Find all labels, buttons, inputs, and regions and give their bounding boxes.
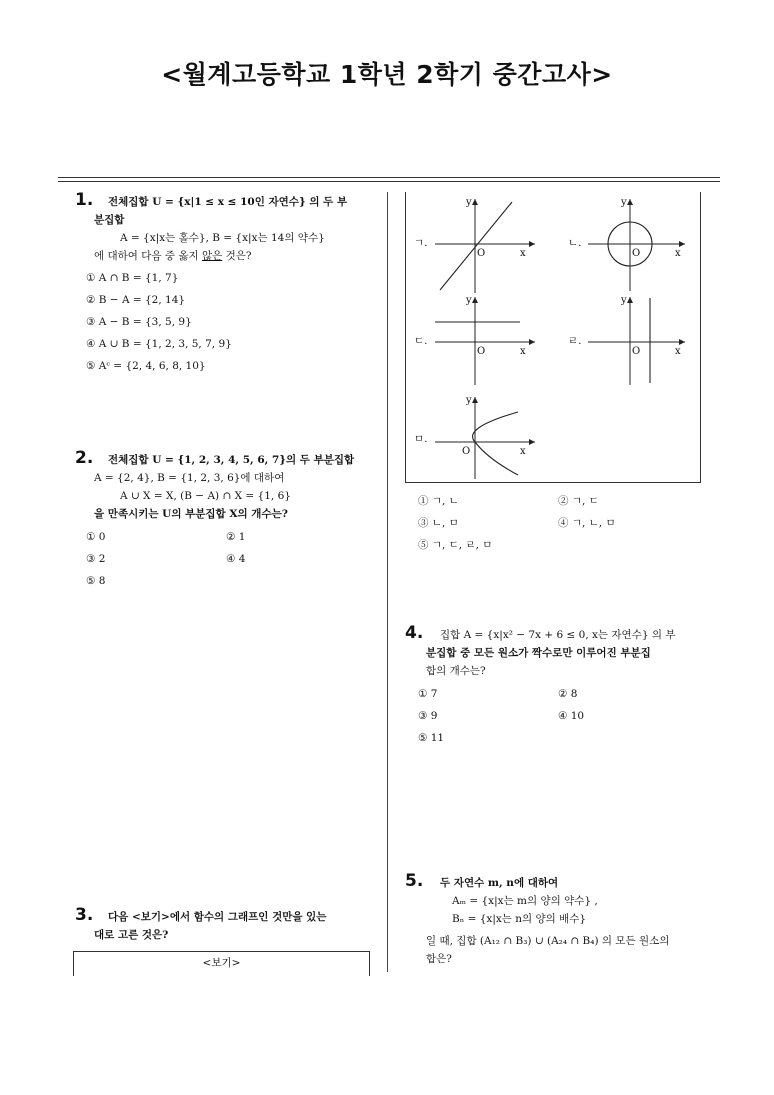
option-5[interactable]: ⑤ 11	[418, 732, 445, 744]
origin-label: O	[632, 346, 641, 357]
option-2[interactable]: ② 8	[558, 688, 578, 700]
x-axis-label: x	[520, 446, 526, 457]
graph-d	[585, 293, 690, 388]
graph-e	[430, 393, 540, 481]
question-text: 두 자연수 m, n에 대하여	[440, 877, 559, 889]
origin-label: O	[632, 248, 641, 259]
question-text: Aₘ = {x|x는 m의 양의 약수} ,	[452, 895, 598, 907]
option-2[interactable]: ② 1	[226, 531, 246, 543]
question-text: 전체집합 U = {1, 2, 3, 4, 5, 6, 7}의 두 부분집합	[108, 454, 355, 466]
question-text: 전체집합 U = {x|1 ≤ x ≤ 10인 자연수} 의 두 부	[108, 196, 348, 208]
header-rule-bottom	[58, 181, 720, 182]
option-3[interactable]: ③ A − B = {3, 5, 9}	[86, 316, 192, 328]
question-text: 일 때, 집합 (A₁₂ ∩ B₃) ∪ (A₂₄ ∩ B₄) 의 모든 원소의	[426, 935, 670, 947]
q3-option-1[interactable]: ① ㄱ, ㄴ	[418, 495, 459, 507]
graph-c	[430, 293, 540, 388]
example-box-top	[73, 951, 370, 976]
option-3[interactable]: ③ 2	[86, 553, 106, 565]
question-number: 4.	[405, 623, 424, 643]
question-number: 3.	[75, 905, 94, 925]
graph-a	[430, 195, 540, 295]
question-text: 다음 <보기>에서 함수의 그래프인 것만을 있는	[108, 911, 327, 923]
question-text: 분집합	[94, 214, 125, 226]
question-text: A = {2, 4}, B = {1, 2, 3, 6}에 대하여	[94, 472, 285, 484]
question-text: 집합 A = {x|x² − 7x + 6 ≤ 0, x는 자연수} 의 부	[440, 629, 676, 641]
graph-b	[585, 195, 690, 295]
question-number: 1.	[75, 190, 94, 210]
question-text: A ∪ X = X, (B − A) ∩ X = {1, 6}	[120, 490, 291, 502]
q3-option-3[interactable]: ③ ㄴ, ㅁ	[418, 517, 459, 529]
q3-option-4[interactable]: ④ ㄱ, ㄴ, ㅁ	[558, 517, 616, 529]
question-text: 을 만족시키는 U의 부분집합 X의 개수는?	[94, 508, 288, 520]
origin-label: O	[462, 446, 471, 457]
option-5[interactable]: ⑤ 8	[86, 575, 106, 587]
q3-option-2[interactable]: ② ㄱ, ㄷ	[558, 495, 599, 507]
option-1[interactable]: ① A ∩ B = {1, 7}	[86, 272, 179, 284]
question-text-part: 에 대하여 다음 중 옳지	[94, 250, 202, 262]
question-number: 2.	[75, 448, 94, 468]
x-axis-label: x	[520, 248, 526, 259]
question-text: A = {x|x는 홀수}, B = {x|x는 14의 약수}	[120, 232, 325, 244]
header-rule-top	[58, 177, 720, 178]
graph-label-e: ㅁ.	[414, 433, 428, 445]
y-axis-label: y	[621, 197, 627, 208]
question-text: 분집합 중 모든 원소가 짝수로만 이루어진 부분집	[426, 647, 651, 659]
option-1[interactable]: ① 0	[86, 531, 106, 543]
origin-label: O	[477, 248, 486, 259]
origin-label: O	[477, 346, 486, 357]
question-text: Bₙ = {x|x는 n의 양의 배수}	[452, 913, 587, 925]
graph-label-a: ㄱ.	[414, 237, 428, 249]
question-text	[94, 249, 252, 263]
graph-label-c: ㄷ.	[414, 335, 428, 347]
graph-label-b: ㄴ.	[568, 237, 582, 249]
x-axis-label: x	[675, 346, 681, 357]
option-3[interactable]: ③ 9	[418, 710, 438, 722]
option-4[interactable]: ④ A ∪ B = {1, 2, 3, 5, 7, 9}	[86, 338, 232, 350]
question-text: 대로 고른 것은?	[94, 929, 169, 941]
y-axis-label: y	[466, 295, 472, 306]
option-4[interactable]: ④ 10	[558, 710, 585, 722]
page-title: <월계고등학교 1학년 2학기 중간고사>	[161, 60, 613, 89]
option-4[interactable]: ④ 4	[226, 553, 246, 565]
example-box-label: <보기>	[202, 957, 241, 969]
graph-label-d: ㄹ.	[568, 335, 582, 347]
y-axis-label: y	[621, 295, 627, 306]
x-axis-label: x	[520, 346, 526, 357]
y-axis-label: y	[466, 395, 472, 406]
question-number: 5.	[405, 871, 424, 891]
question-text-part: 것은?	[222, 250, 252, 262]
option-2[interactable]: ② B − A = {2, 14}	[86, 294, 186, 306]
option-5[interactable]: ⑤ Aᶜ = {2, 4, 6, 8, 10}	[86, 360, 206, 372]
x-axis-label: x	[675, 248, 681, 259]
emphasis-underline: 않은	[201, 250, 223, 262]
option-1[interactable]: ① 7	[418, 688, 438, 700]
question-text: 합의 개수는?	[426, 665, 486, 677]
q3-option-5[interactable]: ⑤ ㄱ, ㄷ, ㄹ, ㅁ	[418, 539, 493, 551]
column-divider	[387, 192, 388, 972]
question-text: 합은?	[426, 953, 452, 965]
y-axis-label: y	[466, 197, 472, 208]
